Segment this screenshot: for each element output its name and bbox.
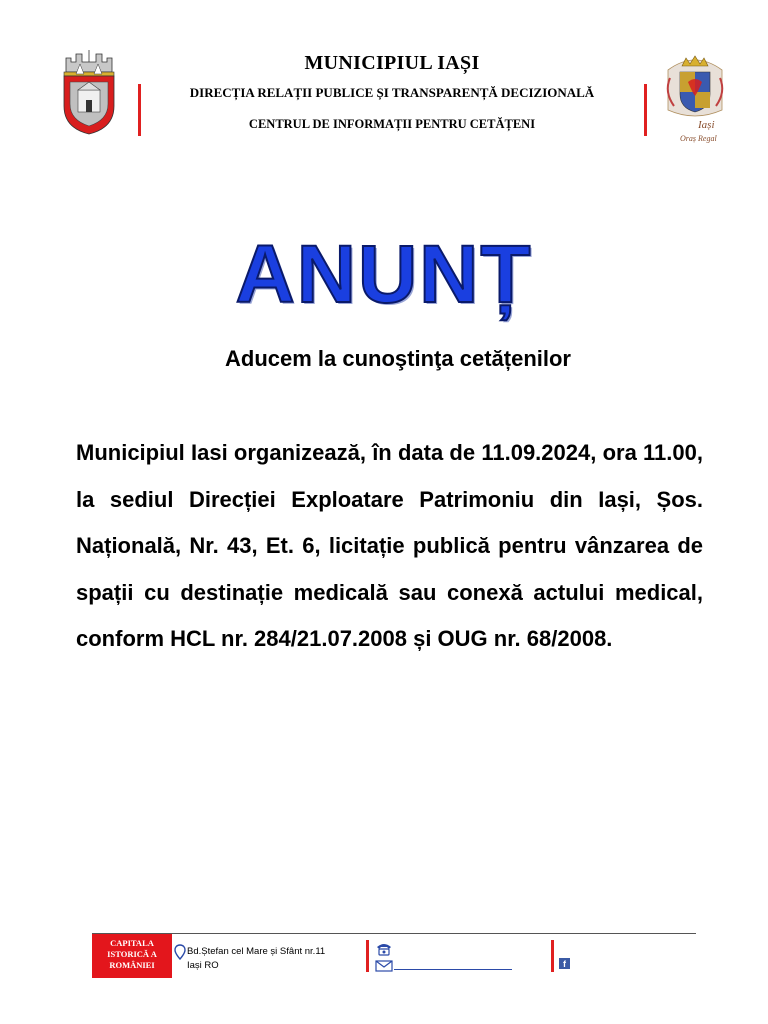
svg-text:Iași: Iași — [698, 119, 715, 131]
iasi-royal-city-logo — [662, 52, 728, 148]
location-pin-icon — [174, 944, 186, 960]
header-divider-right — [644, 84, 647, 136]
phone-icon — [375, 942, 393, 956]
address-line-1: Bd.Ștefan cel Mare și Sfânt nr.11 — [187, 946, 326, 957]
address-line-2: Iași RO — [187, 960, 219, 971]
facebook-icon[interactable]: f — [559, 958, 570, 969]
footer-address — [187, 945, 325, 973]
badge-line-2: ISTORICĂ A — [107, 949, 157, 959]
email-link-placeholder[interactable] — [394, 969, 512, 970]
header-subtitle: DIRECȚIA RELAȚII PUBLICE ȘI TRANSPARENȚĂ DECIZIONALĂ — [189, 85, 595, 100]
notice-lead: Aducem la cunoştinţa cetățenilor — [225, 346, 571, 371]
notice-body: Municipiul Iasi organizează, în data de 11.09.2024, ora 11.00, la sediul Direcției Exploatare Patrimoniu din Iași, Șos. Națională, Nr. 43, Et. 6, licitație publică pentru vânzarea de spații cu destinație medicală sau conexă actului medical, conform HCL nr. 284/21.07.2008 și OUG nr. 68/2008. — [76, 440, 703, 651]
iasi-coat-of-arms-logo — [58, 44, 120, 136]
footer-divider-right — [551, 940, 554, 972]
footer-divider-left — [366, 940, 369, 972]
historic-capital-badge — [92, 934, 172, 978]
header-subtitle-secondary: CENTRUL DE INFORMAȚII PENTRU CETĂȚENI — [248, 117, 536, 131]
email-icon — [375, 960, 393, 972]
svg-text:Oraș Regal: Oraș Regal — [680, 134, 717, 143]
badge-line-1: CAPITALA — [110, 938, 154, 948]
footer-divider — [92, 933, 696, 934]
notice-title: ANUNȚ — [235, 229, 533, 320]
badge-line-3: ROMÂNIEI — [109, 960, 155, 970]
header-title: MUNICIPIUL IAȘI — [304, 52, 480, 74]
